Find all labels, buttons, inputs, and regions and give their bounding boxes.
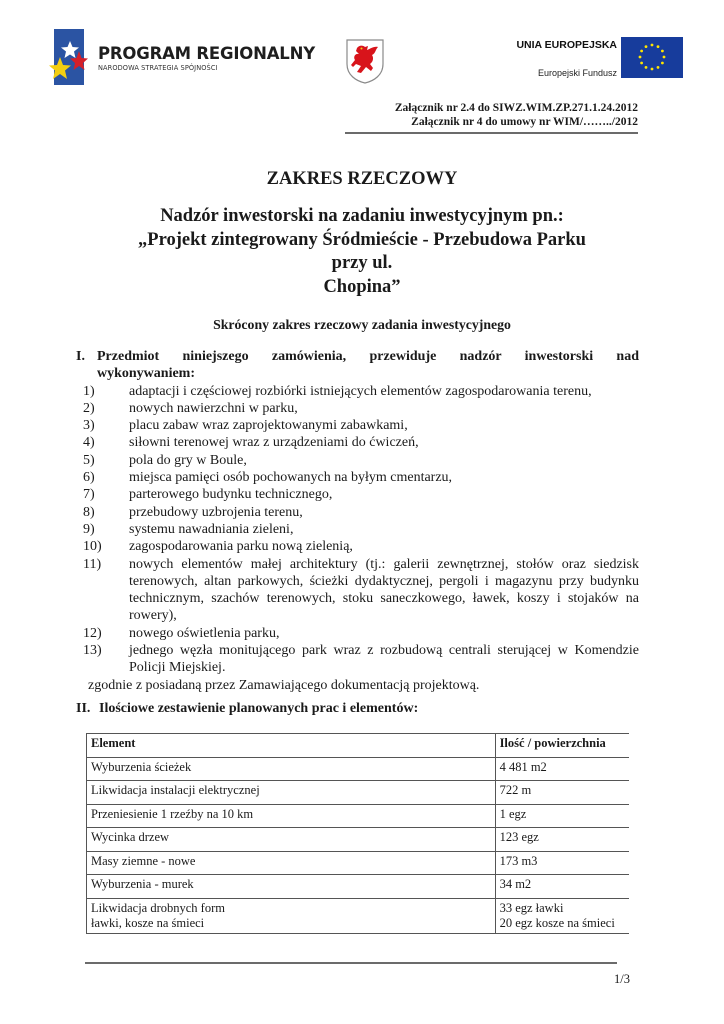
attachment-references <box>395 101 638 129</box>
section-2 <box>76 700 639 717</box>
eu-flag-icon <box>621 37 683 78</box>
eu-label <box>516 38 617 80</box>
eu-subtitle: Europejski Fundusz <box>537 68 617 78</box>
list-item: 4) siłowni terenowej wraz z urządzeniami do ćwiczeń, <box>83 435 419 451</box>
section-2-heading-text: Ilościowe zestawienie planowanych prac i elementów: <box>99 701 419 716</box>
table-row: Wycinka drzew 123 egz <box>87 828 630 852</box>
list-item: 9) systemu nawadniania zieleni, <box>83 521 294 537</box>
document-subtitle <box>120 205 604 299</box>
stars-flag-icon <box>54 29 84 85</box>
table-row: Wyburzenia - murek 34 m2 <box>87 875 630 899</box>
table-row: Wyburzenia ścieżek 4 481 m2 <box>87 757 630 781</box>
list-item: 6) miejsca pamięci osób pochowanych na byłym cmentarzu, <box>83 470 453 486</box>
list-item: 8) przebudowy uzbrojenia terenu, <box>83 504 303 520</box>
table-row: Likwidacja instalacji elektrycznej 722 m <box>87 781 630 805</box>
quantities-table <box>86 733 629 934</box>
subtitle-line-2: „Projekt zintegrowany Śródmieście - Przebudowa Parku przy ul. <box>138 229 586 273</box>
subtitle-line-1: Nadzór inwestorski na zadaniu inwestycyjnym pn.: <box>160 206 564 226</box>
scope-list <box>83 383 639 677</box>
section-1-number: I. <box>76 349 85 364</box>
section-caption: Skrócony zakres rzeczowy zadania inwestycyjnego <box>213 317 511 332</box>
section-1-footer: zgodnie z posiadaną przez Zamawiającego dokumentacją projektową. <box>88 677 480 693</box>
attachment-line-1: Załącznik nr 2.4 do SIWZ.WIM.ZP.271.1.24.2012 <box>394 102 638 114</box>
column-header-element: Element <box>87 734 496 758</box>
eu-title: UNIA EUROPEJSKA <box>516 39 617 51</box>
section-1 <box>76 348 639 694</box>
list-item: 10) zagospodarowania parku nową zielenią, <box>83 539 353 555</box>
table-row: Likwidacja drobnych form ławki, kosze na śmieci 33 egz ławki 20 egz kosze na śmieci <box>87 898 630 933</box>
list-item: 3) placu zabaw wraz zaprojektowanymi zabawkami, <box>83 418 408 434</box>
subtitle-line-3: Chopina” <box>323 276 401 297</box>
section-1-heading <box>76 348 639 383</box>
list-item: 2) nowych nawierzchni w parku, <box>83 400 298 416</box>
list-item: 1) adaptacji i częściowej rozbiórki istniejących elementów zagospodarowania terenu, <box>83 383 592 399</box>
list-item: 13) jednego węzła monitującego park wraz z rozbudową centrali sterującej w Komendzie Policji Miejskiej. <box>83 643 639 676</box>
list-item: 12) nowego oświetlenia parku, <box>83 625 280 641</box>
program-regionalny-logo <box>44 27 315 89</box>
attachment-line-2: Załącznik nr 4 do umowy nr WIM/……../2012 <box>411 116 638 128</box>
list-item: 7) parterowego budynku technicznego, <box>83 487 333 503</box>
list-item: 11) nowych elementów małej architektury (tj.: galerii zewnętrznej, stołów oraz siedzisk terenowych, altan parkowych, ścieżki dydaktycznej, pergoli i magazynu przy budynku technicznym, szachów terenowych, stoku saneczkowego, ławek, koszy i stojaków na rowery), <box>83 556 639 624</box>
program-title: PROGRAM REGIONALNY <box>98 44 315 63</box>
table-row: Masy ziemne - nowe 173 m3 <box>87 851 630 875</box>
list-item: 5) pola do gry w Boule, <box>83 452 247 468</box>
section-1-heading-line-2: wykonywaniem: <box>97 366 196 382</box>
footer-divider <box>85 962 617 964</box>
table-header-row <box>87 734 630 758</box>
section-2-heading <box>76 700 639 717</box>
table-row: Przeniesienie 1 rzeźby na 10 km 1 egz <box>87 804 630 828</box>
section-2-number: II. <box>76 701 91 716</box>
program-subtitle: NARODOWA STRATEGIA SPÓJNOŚCI <box>98 64 218 72</box>
column-header-quantity: Ilość / powierzchnia <box>495 734 629 758</box>
page-title: ZAKRES RZECZOWY <box>266 169 458 189</box>
header-divider <box>345 132 638 134</box>
page-number: 1/3 <box>614 972 630 986</box>
griffin-crest-icon <box>345 38 385 84</box>
section-1-heading-line-1: Przedmiot niniejszego zamówienia, przewiduje nadzór inwestorski nad <box>97 349 639 364</box>
